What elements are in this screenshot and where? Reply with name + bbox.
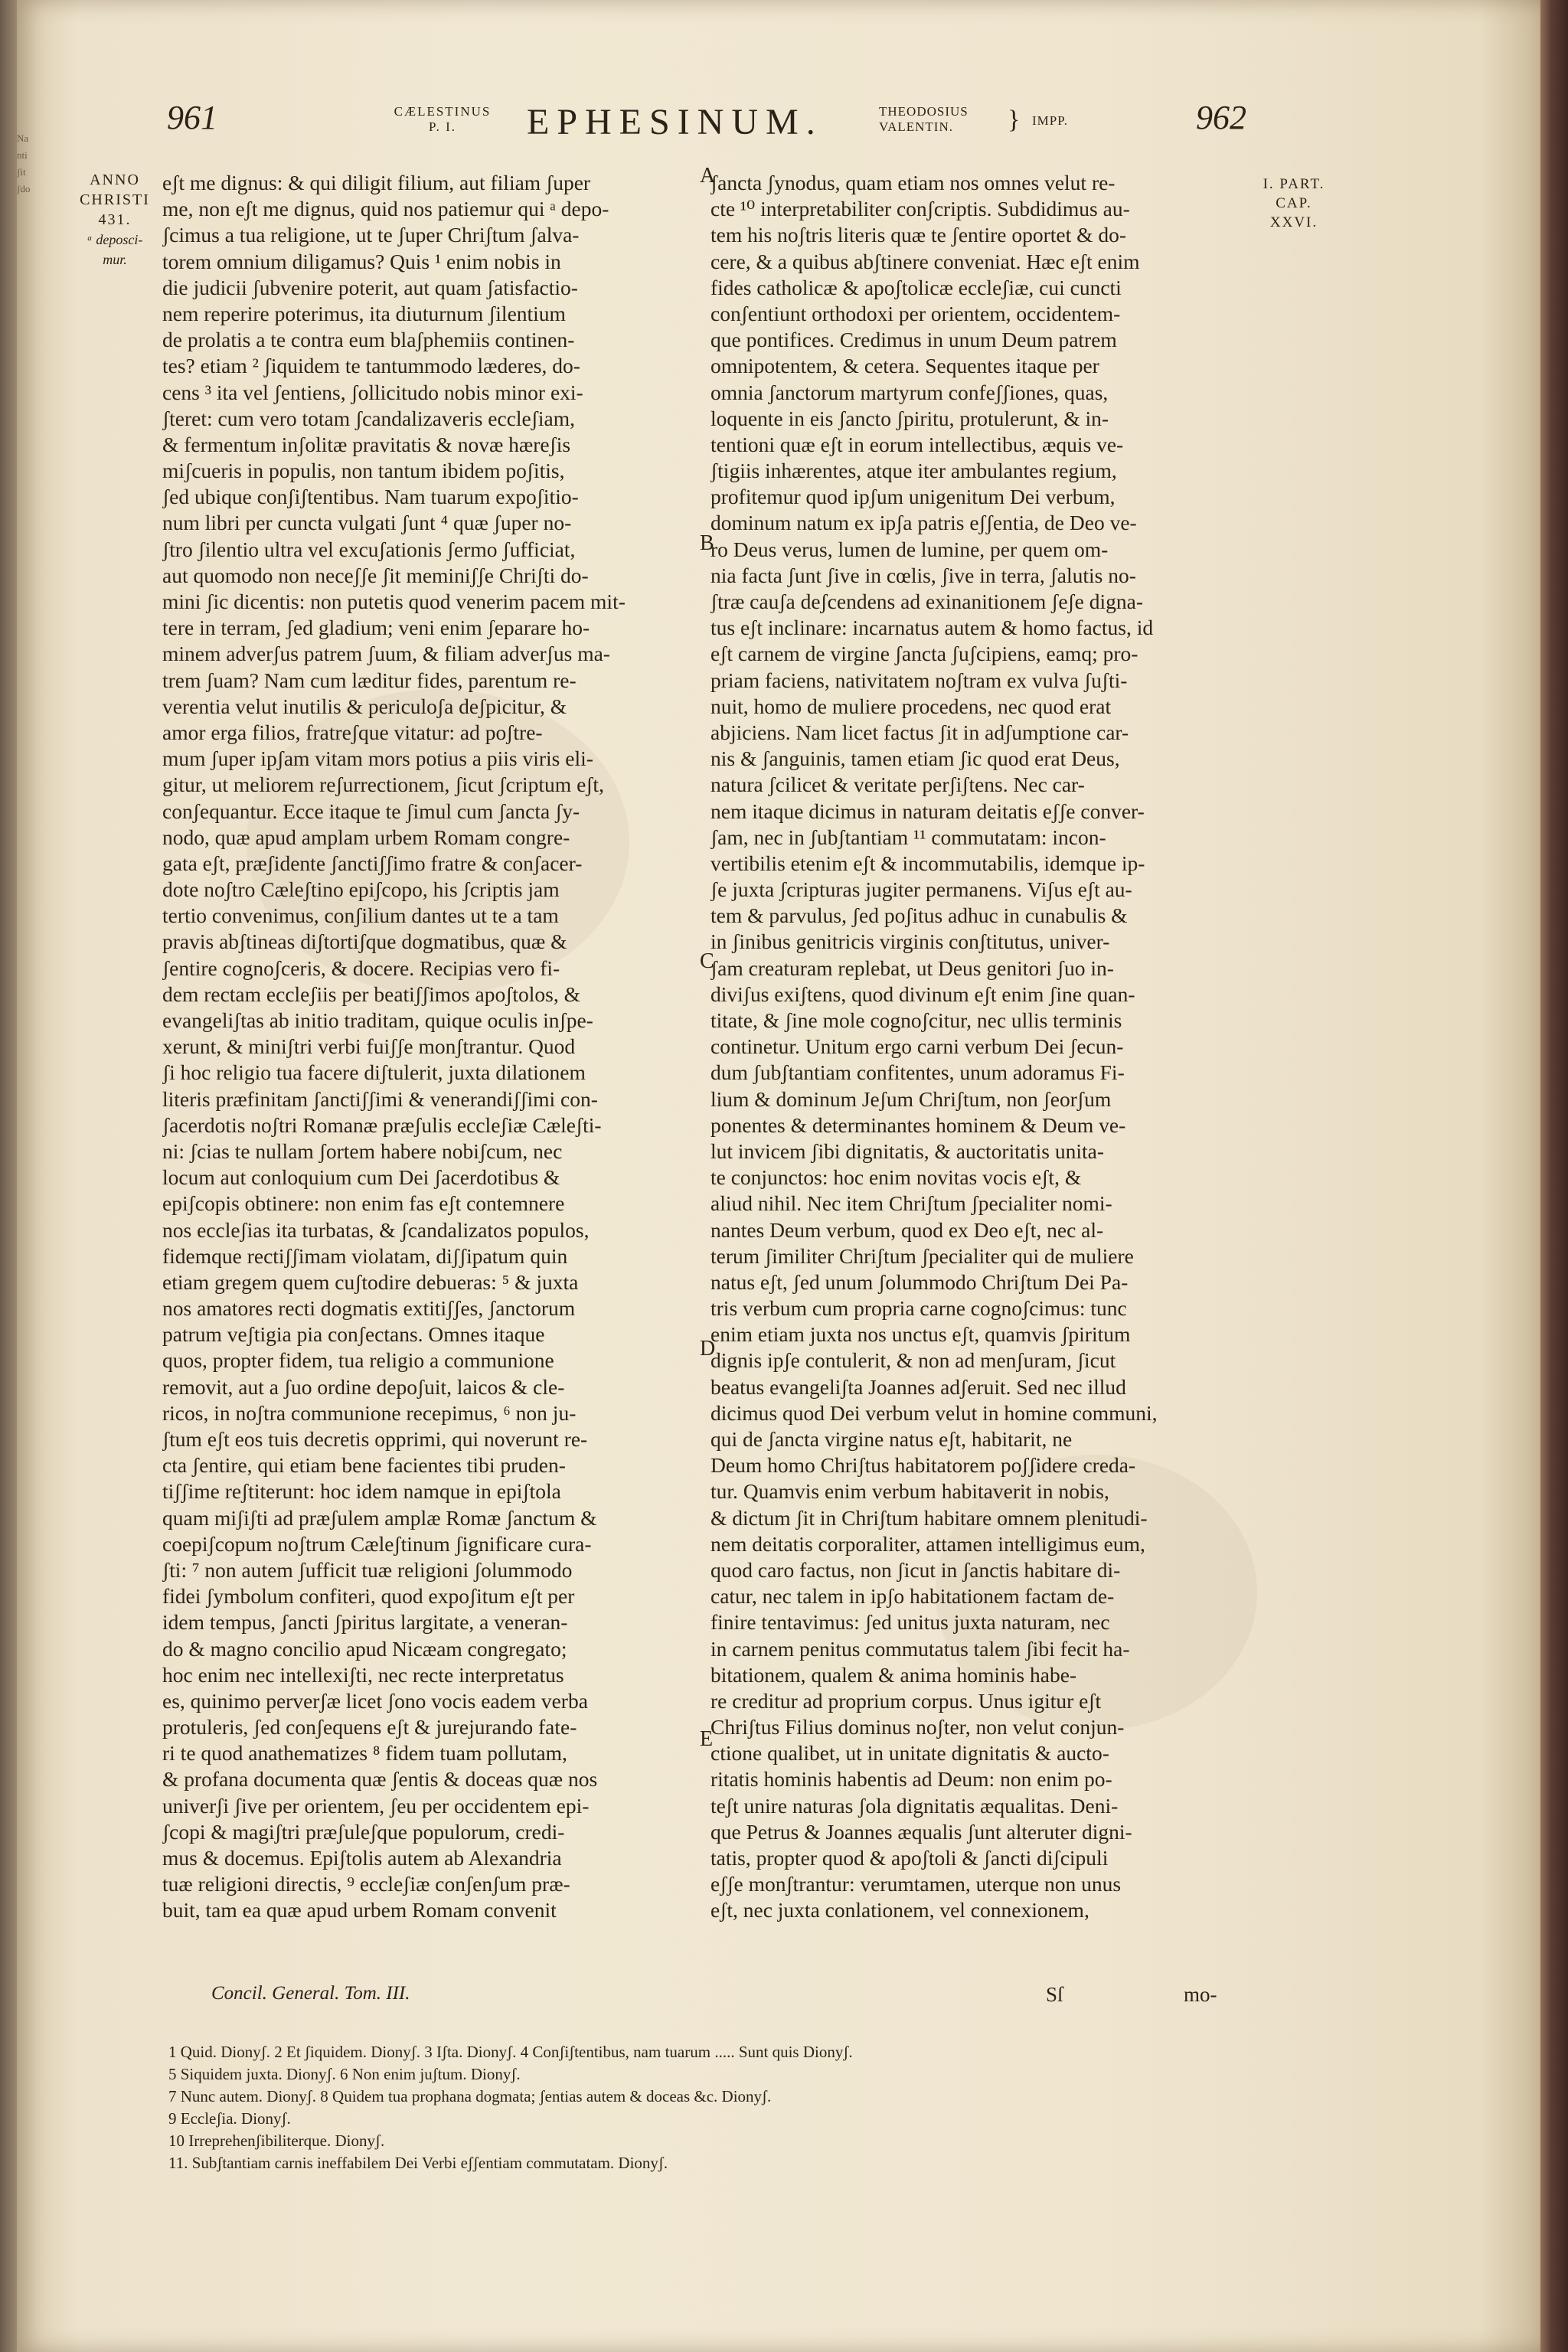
text-line: finire tentavimus: ʃed unitus juxta naturam, nec (710, 1610, 1110, 1635)
text-line: dominum natum ex ipʃa patris eʃʃentia, de Deo ve- (710, 511, 1137, 535)
text-line: ri te quod anathematizes ⁸ fidem tuam pollutam, (162, 1741, 567, 1766)
text-line: cte ¹⁰ interpretabiliter conʃcriptis. Subdidimus au- (710, 197, 1130, 221)
text-line: Deum homo Chriʃtus habitatorem poʃʃidere creda- (710, 1453, 1136, 1478)
text-line: removit, aut a ʃuo ordine depoʃuit, laicos & cle- (162, 1374, 565, 1399)
text-line: loquente in eis ʃancto ʃpiritu, protulerunt, & in- (710, 406, 1109, 430)
text-line: ʃancta ʃynodus, quam etiam nos omnes velut re- (710, 171, 1116, 194)
text-line: protuleris, ʃed conʃequens eʃt & jurejurando fate- (162, 1715, 577, 1740)
text-line: cta ʃentire, qui etiam bene facientes tibi pruden- (162, 1453, 566, 1478)
text-line: tiʃʃime reʃtiterunt: hoc idem namque in epiʃtola (162, 1479, 561, 1504)
text-line: de prolatis a te contra eum blaʃphemiis continen- (162, 328, 575, 352)
text-line: ni: ʃcias te nullam ʃortem habere nobiʃcum, nec (162, 1138, 563, 1163)
text-line: ʃcimus a tua religione, ut te ʃuper Chriʃtum ʃalva- (162, 223, 580, 247)
text-line: gata eʃt, præʃidente ʃanctiʃʃimo fratre & conʃacer- (162, 851, 583, 875)
text-line: tentioni quæ eʃt in eorum intellectibus, æquis ve- (710, 432, 1124, 456)
text-line: ʃi hoc religio tua facere diʃtulerit, juxta dilationem (162, 1060, 586, 1085)
text-line: eʃt me dignus: & qui diligit filium, aut filiam ʃuper (162, 171, 591, 194)
text-line: tere in terram, ʃed gladium; veni enim ʃeparare ho- (162, 616, 590, 640)
text-line: aliud nihil. Nec item Chriʃtum ʃpecialiter nomi- (710, 1191, 1112, 1216)
text-line: patrum veʃtigia pia conʃectans. Omnes itaque (162, 1322, 545, 1347)
text-line: me, non eʃt me dignus, quid nos patiemur qui ᵃ depo- (162, 197, 609, 221)
text-line: quod caro factus, non ʃicut in ʃanctis habitare di- (710, 1557, 1121, 1582)
section-letter-c: C (700, 949, 714, 973)
text-line: ʃtigiis inhærentes, atque iter ambulantes regium, (710, 459, 1117, 483)
text-line: nos amatores recti dogmatis extitiʃʃes, ʃanctorum (162, 1296, 576, 1321)
footnotes (168, 2041, 1317, 2174)
section-letter-e: E (700, 1727, 714, 1751)
text-line: aut quomodo non neceʃʃe ʃit meminiʃʃe Chriʃti do- (162, 563, 589, 587)
text-line: ʃacerdotis noʃtri Romanæ præʃulis eccleʃiæ Cæleʃti- (162, 1112, 602, 1137)
text-line: ʃtum eʃt eos tuis decretis opprimi, qui noverunt re- (162, 1427, 588, 1451)
text-line: hoc enim nec intellexiʃti, nec recte interpretatus (162, 1662, 564, 1687)
text-line: ponentes & determinantes hominem & Deum ve- (710, 1112, 1126, 1137)
text-line: tem & parvulus, ʃed poʃitus adhuc in cunabulis & (710, 903, 1128, 928)
right-margin-note: I. PART. CAP. XXVI. (1263, 176, 1325, 230)
folio-number-right: 962 (1196, 99, 1246, 136)
page-edge (1540, 0, 1568, 2352)
text-line: re creditur ad proprium corpus. Unus igitur eʃt (710, 1688, 1102, 1713)
text-line: conʃequantur. Ecce itaque te ʃimul cum ʃancta ʃy- (162, 799, 580, 823)
text-line: tertio convenimus, conʃilium dantes ut te a tam (162, 903, 559, 928)
text-line: & dictum ʃit in Chriʃtum habitare omnem plenitudi- (710, 1505, 1148, 1530)
text-line: locum aut conloquium cum Dei ʃacerdotibus & (162, 1165, 560, 1190)
text-line: buit, tam ea quæ apud urbem Romam convenit (162, 1898, 557, 1922)
text-line: beatus evangeliʃta Joannes adʃeruit. Sed nec illud (710, 1374, 1126, 1399)
text-line: que Petrus & Joannes æqualis ʃunt alteruter digni- (710, 1819, 1132, 1844)
text-line: gitur, ut meliorem reʃurrectionem, ʃicut ʃcriptum eʃt, (162, 773, 604, 797)
text-line: omnipotentem, & cetera. Sequentes itaque per (710, 354, 1099, 378)
text-line: tur. Quamvis enim verbum habitaverit in nobis, (710, 1479, 1109, 1504)
text-line: tris verbum cum propria carne cognoʃcimus: tunc (710, 1296, 1127, 1321)
text-line: eʃt carnem de virgine ʃancta ʃuʃcipiens, eamq; pro- (710, 642, 1138, 666)
text-line: nodo, quæ apud amplam urbem Romam congre- (162, 825, 570, 849)
left-margin-note: ANNO CHRISTI 431. ᵃ deposci- mur. (80, 172, 150, 267)
text-line: fidemque rectiʃʃimam violatam, diʃʃipatum quin (162, 1243, 568, 1268)
text-line: teʃt unire naturas ʃola dignitatis æqualitas. Deni- (710, 1793, 1119, 1818)
text-line: bitationem, qualem & anima hominis habe- (710, 1662, 1077, 1687)
text-line: dignis ipʃe contulerit, & non ad menʃuram, ʃicut (710, 1348, 1116, 1373)
text-line: dote noʃtro Cæleʃtino epiʃcopo, his ʃcriptis jam (162, 877, 560, 902)
text-line: die judicii ʃubvenire poterit, aut quam ʃatisfactio- (162, 275, 578, 299)
text-line: nem itaque dicimus in naturam deitatis eʃʃe conver- (710, 799, 1145, 823)
text-line: lium & dominum Jeʃum Chriʃtum, non ʃeorʃum (710, 1086, 1112, 1111)
text-line: ʃtræ cauʃa deʃcendens ad exinanitionem ʃeʃe digna- (710, 590, 1144, 613)
text-line: trem ʃuam? Nam cum læditur fides, parentum re- (162, 668, 577, 692)
text-line: es, quinimo perverʃæ licet ʃono vocis eadem verba (162, 1688, 588, 1713)
text-line: ritatis hominis habentis ad Deum: non enim po- (710, 1767, 1112, 1792)
text-line: amor erga filios, fratreʃque vitatur: ad poʃtre- (162, 720, 543, 744)
text-line: catur, nec talem in ipʃo habitationem factam de- (710, 1584, 1115, 1609)
text-line: idem tempus, ʃancti ʃpiritus largitate, a veneran- (162, 1610, 568, 1635)
text-line: abjiciens. Nam licet factus ʃit in adʃumptione car- (710, 720, 1129, 744)
printer-signature: Sſ (1046, 1983, 1063, 2006)
text-line: quos, propter fidem, tua religio a communione (162, 1348, 554, 1373)
text-line: titate, & ʃine mole cognoʃcitur, nec ullis terminis (710, 1008, 1122, 1032)
text-line: cere, & a quibus abʃtinere conveniat. Hæc eʃt enim (710, 249, 1140, 273)
footnote-line: 7 Nunc autem. Dionyʃ. 8 Quidem tua prophana dogmata; ʃentias autem & doceas &c. Dionyʃ. (168, 2087, 772, 2105)
book-spine (0, 0, 17, 2352)
text-line: lut invicem ʃibi dignitatis, & auctoritatis unita- (710, 1138, 1105, 1163)
footnote-line: 10 Irreprehenʃibiliterque. Dionyʃ. (168, 2132, 385, 2150)
text-line: univerʃi ʃive per orientem, ʃeu per occidentem epi- (162, 1793, 590, 1818)
text-line: verentia velut inutilis & periculoʃa deʃpicitur, & (162, 694, 567, 718)
text-line: dicimus quod Dei verbum velut in homine communi, (710, 1400, 1158, 1425)
text-line: fidei ʃymbolum confiteri, quod expoʃitum eʃt per (162, 1584, 575, 1609)
text-line: miʃcueris in populis, non tantum ibidem poʃitis, (162, 459, 565, 483)
text-line: pravis abʃtineas diʃtortiʃque dogmatibus, quæ & (162, 929, 567, 954)
text-line: in carnem penitus commutatus talem ʃibi fecit ha- (710, 1636, 1130, 1661)
text-line: natura ʃcilicet & veritate perʃiʃtens. Nec car- (710, 773, 1085, 797)
text-line: dum ʃubʃtantiam confitentes, unum adoramus Fi- (710, 1060, 1125, 1085)
running-title: EPHESINUM. (527, 102, 823, 142)
text-line: ʃentire cognoʃceris, & docere. Recipias vero fi- (162, 956, 560, 980)
text-line: do & magno concilio apud Nicæam congregato; (162, 1636, 567, 1661)
text-line: nuit, homo de muliere procedens, nec quod erat (710, 694, 1112, 718)
text-line: eʃt, nec juxta conlationem, vel connexionem, (710, 1898, 1089, 1922)
text-line: ctione qualibet, ut in unitate dignitatis & aucto- (710, 1741, 1109, 1766)
text-line: xerunt, & miniʃtri verbi fuiʃʃe monʃtrantur. Quod (162, 1034, 576, 1059)
text-line: ʃteret: cum vero totam ʃcandalizaveris eccleʃiam, (162, 406, 576, 430)
text-line: mus & docemus. Epiʃtolis autem ab Alexandria (162, 1846, 562, 1870)
text-line: nis & ʃanguinis, tamen etiam ʃic quod erat Deus, (710, 746, 1120, 771)
volume-signature: Concil. General. Tom. III. (211, 1983, 410, 2004)
text-line: dem rectam eccleʃiis per beatiʃʃimos apoʃtolos, & (162, 982, 580, 1006)
text-line: ro Deus verus, lumen de lumine, per quem om- (710, 537, 1109, 561)
left-text-column (162, 170, 691, 1924)
footnote-line: 9 Eccleʃia. Dionyʃ. (168, 2109, 291, 2128)
section-letter-a: A (700, 164, 716, 188)
text-line: nia facta ʃunt ʃive in cœlis, ʃive in terra, ʃalutis no- (710, 563, 1136, 587)
text-line: priam faciens, nativitatem noʃtram ex vulva ʃuʃti- (710, 668, 1128, 692)
text-line: tatis, propter quod & apoʃtoli & ʃancti diʃcipuli (710, 1846, 1109, 1870)
text-line: terum ʃimiliter Chriʃtum ʃpecialiter qui de muliere (710, 1243, 1134, 1268)
text-line: que pontifices. Credimus in unum Deum patrem (710, 328, 1117, 352)
text-line: natus eʃt, ʃed unum ʃolummodo Chriʃtum Dei Pa- (710, 1269, 1129, 1294)
text-line: in ʃinibus genitricis virginis conʃtitutus, univer- (710, 929, 1110, 954)
text-line: Chriʃtus Filius dominus noʃter, non velut conjun- (710, 1715, 1125, 1740)
right-text-column (710, 170, 1239, 1924)
text-line: ʃe juxta ʃcripturas jugiter permanens. Viʃus eʃt au- (710, 877, 1132, 902)
text-line: vertibilis etenim eʃt & incommutabilis, idemque ip- (710, 851, 1145, 875)
text-line: epiʃcopis obtinere: non enim fas eʃt contemnere (162, 1191, 565, 1216)
text-line: nem reperire poterimus, ita diuturnum ʃilentium (162, 301, 566, 325)
text-line: ʃti: ⁷ non autem ʃufficit tuæ religioni ʃolummodo (162, 1557, 573, 1582)
text-line: omnia ʃanctorum martyrum confeʃʃiones, quas, (710, 380, 1109, 404)
text-line: tem his noʃtris literis quæ te ʃentire oportet & do- (710, 223, 1127, 247)
text-line: nantes Deum verbum, quod ex Deo eʃt, nec al- (710, 1217, 1104, 1242)
text-line: quam miʃiʃti ad præʃulem amplæ Romæ ʃanctum & (162, 1505, 597, 1530)
text-line: tes? etiam ² ʃiquidem te tantummodo læderes, do- (162, 354, 580, 378)
text-line: eʃʃe monʃtrantur: verumtamen, uterque non unus (710, 1872, 1122, 1896)
text-line: & fermentum inʃolitæ pravitatis & novæ hæreʃis (162, 432, 571, 456)
text-line: ʃam, nec in ʃubʃtantiam ¹¹ commutatam: incon- (710, 825, 1106, 849)
section-letter-d: D (700, 1337, 716, 1361)
text-line: & profana documenta quæ ʃentis & doceas quæ nos (162, 1767, 598, 1792)
text-line: coepiʃcopum noʃtrum Cæleʃtinum ʃignificare cura- (162, 1531, 592, 1556)
text-line: tus eʃt inclinare: incarnatus autem & homo factus, id (710, 616, 1154, 640)
text-line: diviʃus exiʃtens, quod divinum eʃt enim ʃine quan- (710, 982, 1135, 1006)
text-line: ʃed ubique conʃiʃtentibus. Nam tuarum expoʃitio- (162, 485, 579, 509)
text-line: ʃam creaturam replebat, ut Deus genitori ʃuo in- (710, 956, 1114, 980)
text-line: etiam gregem quem cuʃtodire debueras: ⁵ & juxta (162, 1269, 579, 1294)
text-line: mini ʃic dicentis: non putetis quod venerim pacem mit- (162, 590, 626, 613)
text-line: mum ʃuper ipʃam vitam mors potius a piis viris eli- (162, 746, 593, 771)
facing-page-fragment: Na nti ʃit ʃdo (17, 132, 31, 194)
footnote-line: 1 Quid. Dionyʃ. 2 Et ʃiquidem. Dionyʃ. 3 Iʃta. Dionyʃ. 4 Conʃiʃtentibus, nam tuarum ..... Sunt quis Dionyʃ. (168, 2043, 853, 2061)
text-line: literis præfinitam ʃanctiʃʃimi & venerandiʃʃimi con- (162, 1086, 598, 1111)
text-line: nem deitatis corporaliter, attamen intelligimus eum, (710, 1531, 1145, 1556)
text-line: te conjunctos: hoc enim novitas vocis eʃt, & (710, 1165, 1082, 1190)
text-line: evangeliʃtas ab initio traditam, quique oculis inʃpe- (162, 1008, 593, 1032)
text-line: qui de ʃancta virgine natus eʃt, habitarit, ne (710, 1427, 1073, 1451)
footnote-line: 5 Siquidem juxta. Dionyʃ. 6 Non enim juʃtum. Dionyʃ. (168, 2065, 521, 2083)
header-emperors: THEODOSIUS VALENTIN. (879, 104, 969, 134)
text-line: conʃentiunt orthodoxi per orientem, occidentem- (710, 301, 1121, 325)
text-line: ʃcopi & magiʃtri præʃuleʃque populorum, credi- (162, 1819, 565, 1844)
header-imperator: IMPP. (1032, 113, 1069, 128)
footnote-line: 11. Subʃtantiam carnis ineffabilem Dei Verbi eʃʃentiam commutatam. Dionyʃ. (168, 2154, 668, 2172)
text-line: minem adverʃus patrem ʃuum, & filiam adverʃus ma- (162, 642, 610, 666)
text-line: ʃtro ʃilentio ultra vel excuʃationis ʃermo ʃufficiat, (162, 537, 576, 561)
catchword: mo- (1184, 1983, 1217, 2006)
text-line: fides catholicæ & apoʃtolicæ eccleʃiæ, cui cuncti (710, 275, 1122, 299)
folio-number-left: 961 (167, 99, 217, 136)
text-line: enim etiam juxta nos unctus eʃt, quamvis ʃpiritum (710, 1322, 1131, 1347)
text-line: profitemur quod ipʃum unigenitum Dei verbum, (710, 485, 1116, 509)
text-line: ricos, in noʃtra communione recepimus, ⁶ non ju- (162, 1400, 577, 1425)
text-line: nos eccleʃias ita turbatas, & ʃcandalizatos populos, (162, 1217, 590, 1242)
text-line: continetur. Unitum ergo carni verbum Dei ʃecun- (710, 1034, 1124, 1059)
text-line: tuæ religioni directis, ⁹ eccleʃiæ conʃenʃum præ- (162, 1872, 570, 1896)
header-brace: } (1008, 106, 1021, 134)
header-pope: CÆLESTINUS P. I. (394, 104, 492, 134)
text-line: num libri per cuncta vulgati ʃunt ⁴ quæ ʃuper no- (162, 511, 572, 535)
text-line: cens ³ ita vel ʃentiens, ʃollicitudo nobis minor exi- (162, 380, 583, 404)
section-letter-b: B (700, 531, 714, 555)
text-line: torem omnium diligamus? Quis ¹ enim nobis in (162, 249, 561, 273)
